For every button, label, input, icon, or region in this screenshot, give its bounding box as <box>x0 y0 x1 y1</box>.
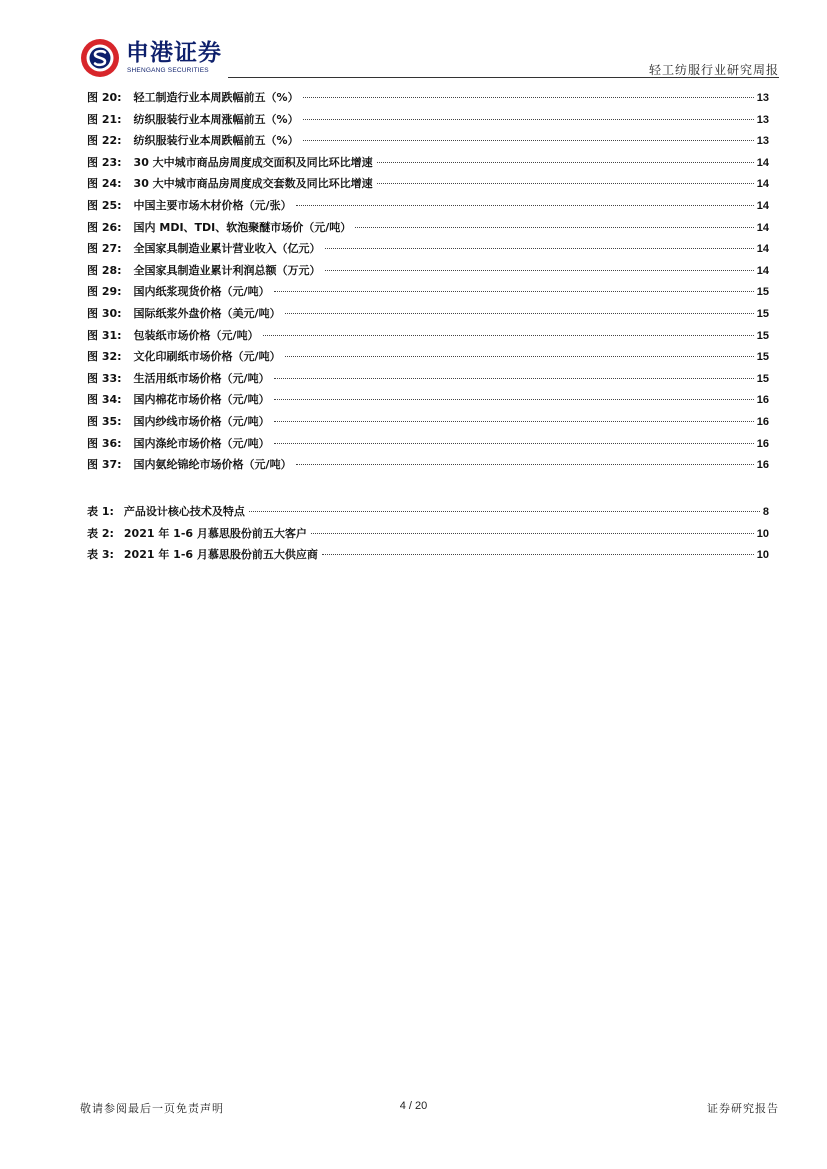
entry-label: 图 31: <box>87 328 122 342</box>
entry-page: 14 <box>756 243 769 256</box>
page-number: 4 / 20 <box>399 1100 428 1112</box>
entry-page: 15 <box>756 286 769 299</box>
entry-title: 国际纸浆外盘价格（美元/吨） <box>133 306 281 320</box>
dot-leader <box>296 205 754 206</box>
toc-entry-figure[interactable] <box>87 435 769 457</box>
dot-leader <box>274 399 754 400</box>
entry-title: 国内氨纶锦纶市场价格（元/吨） <box>133 458 292 472</box>
table-index <box>87 503 769 568</box>
entry-title: 国内涤纶市场价格（元/吨） <box>133 436 270 450</box>
entry-page: 13 <box>756 92 769 104</box>
entry-title: 国内纸浆现货价格（元/吨） <box>133 285 270 299</box>
entry-title: 2021 年 1-6 月慕思股份前五大供应商 <box>123 548 318 562</box>
entry-page: 15 <box>756 351 769 364</box>
entry-page: 8 <box>762 506 769 518</box>
toc-entry-table[interactable] <box>87 503 769 525</box>
entry-label: 图 34: <box>87 393 122 407</box>
dot-leader <box>355 227 753 228</box>
entry-title: 包装纸市场价格（元/吨） <box>133 328 259 342</box>
toc-entry-table[interactable] <box>87 546 769 568</box>
toc-entry-figure[interactable] <box>87 175 769 197</box>
entry-page: 16 <box>756 437 769 450</box>
toc-entry-figure[interactable] <box>87 370 769 392</box>
entry-page: 14 <box>756 178 769 191</box>
toc-entry-table[interactable] <box>87 525 769 547</box>
entry-title: 2021 年 1-6 月慕思股份前五大客户 <box>123 526 307 540</box>
dot-leader <box>263 335 754 336</box>
entry-label: 图 22: <box>87 134 122 148</box>
dot-leader <box>325 248 754 249</box>
entry-title: 30 大中城市商品房周度成交面积及同比环比增速 <box>133 155 373 169</box>
brand-name-en: SHENGANG SECURITIES <box>127 67 209 74</box>
dot-leader <box>377 162 754 163</box>
dot-leader <box>285 356 754 357</box>
toc-entry-figure[interactable] <box>87 283 769 305</box>
entry-title: 国内棉花市场价格（元/吨） <box>133 393 270 407</box>
shengang-logo-icon <box>80 38 120 78</box>
toc-entry-figure[interactable] <box>87 327 769 349</box>
entry-title: 纺织服装行业本周涨幅前五（%） <box>133 112 299 126</box>
entry-page: 14 <box>756 156 769 169</box>
report-type: 轻工纺服行业研究周报 <box>648 63 779 77</box>
toc-entry-figure[interactable] <box>87 219 769 241</box>
dot-leader <box>274 443 754 444</box>
entry-page: 16 <box>756 415 769 428</box>
entry-label: 表 1: <box>87 505 114 518</box>
toc-entry-figure[interactable] <box>87 240 769 262</box>
entry-label: 图 25: <box>87 198 122 212</box>
page-header <box>0 0 827 80</box>
figure-index <box>87 89 769 478</box>
toc-entry-figure[interactable] <box>87 154 769 176</box>
toc-entry-figure[interactable] <box>87 111 769 133</box>
dot-leader <box>322 554 754 555</box>
toc-entry-figure[interactable] <box>87 89 769 111</box>
dot-leader <box>274 378 754 379</box>
dot-leader <box>311 533 754 534</box>
brand-name: 申港证券 <box>126 40 222 66</box>
entry-title: 中国主要市场木材价格（元/张） <box>133 198 292 212</box>
entry-label: 图 26: <box>87 220 122 234</box>
entry-page: 16 <box>756 394 769 407</box>
entry-label: 表 3: <box>87 548 114 562</box>
toc-entry-figure[interactable] <box>87 391 769 413</box>
entry-title: 国内 MDI、TDI、软泡聚醚市场价（元/吨） <box>133 220 352 234</box>
entry-page: 16 <box>756 459 769 472</box>
entry-title: 30 大中城市商品房周度成交套数及同比环比增速 <box>133 177 373 191</box>
entry-page: 15 <box>756 329 769 342</box>
entry-label: 图 32: <box>87 350 122 364</box>
toc-entry-figure[interactable] <box>87 305 769 327</box>
dot-leader <box>303 140 754 141</box>
entry-page: 13 <box>756 135 769 148</box>
entry-title: 产品设计核心技术及特点 <box>123 505 245 518</box>
entry-page: 15 <box>756 307 769 320</box>
entry-page: 10 <box>756 549 769 562</box>
entry-label: 图 20: <box>87 91 122 104</box>
dot-leader <box>377 183 754 184</box>
dot-leader <box>303 119 754 120</box>
entry-label: 图 35: <box>87 414 122 428</box>
entry-page: 14 <box>756 264 769 277</box>
entry-label: 图 37: <box>87 458 122 472</box>
entry-title: 全国家具制造业累计营业收入（亿元） <box>133 242 321 256</box>
disclaimer-note: 敬请参阅最后一页免责声明 <box>80 1102 224 1115</box>
entry-title: 国内纱线市场价格（元/吨） <box>133 414 270 428</box>
entry-label: 图 30: <box>87 306 122 320</box>
entry-label: 图 28: <box>87 263 122 277</box>
toc-entry-figure[interactable] <box>87 413 769 435</box>
dot-leader <box>303 97 754 98</box>
entry-label: 图 33: <box>87 371 122 385</box>
document-type: 证券研究报告 <box>707 1102 779 1115</box>
dot-leader <box>249 511 760 512</box>
dot-leader <box>325 270 754 271</box>
entry-title: 纺织服装行业本周跌幅前五（%） <box>133 134 299 148</box>
header-divider <box>228 77 779 78</box>
entry-label: 表 2: <box>87 526 114 540</box>
entry-label: 图 27: <box>87 242 122 256</box>
entry-title: 生活用纸市场价格（元/吨） <box>133 371 270 385</box>
entry-title: 全国家具制造业累计利润总额（万元） <box>133 263 321 277</box>
toc-entry-figure[interactable] <box>87 132 769 154</box>
dot-leader <box>285 313 754 314</box>
toc-entry-figure[interactable] <box>87 197 769 219</box>
entry-title: 轻工制造行业本周跌幅前五（%） <box>133 91 299 104</box>
toc-entry-figure[interactable] <box>87 348 769 370</box>
toc-entry-figure[interactable] <box>87 262 769 284</box>
entry-label: 图 24: <box>87 177 122 191</box>
entry-page: 15 <box>756 372 769 385</box>
entry-label: 图 21: <box>87 112 122 126</box>
toc-entry-figure[interactable] <box>87 456 769 478</box>
entry-page: 10 <box>756 527 769 540</box>
entry-label: 图 23: <box>87 155 122 169</box>
entry-page: 14 <box>756 199 769 212</box>
entry-title: 文化印刷纸市场价格（元/吨） <box>133 350 281 364</box>
entry-page: 13 <box>756 113 769 126</box>
entry-label: 图 29: <box>87 285 122 299</box>
dot-leader <box>274 291 754 292</box>
dot-leader <box>296 464 754 465</box>
entry-page: 14 <box>756 221 769 234</box>
dot-leader <box>274 421 754 422</box>
entry-label: 图 36: <box>87 436 122 450</box>
